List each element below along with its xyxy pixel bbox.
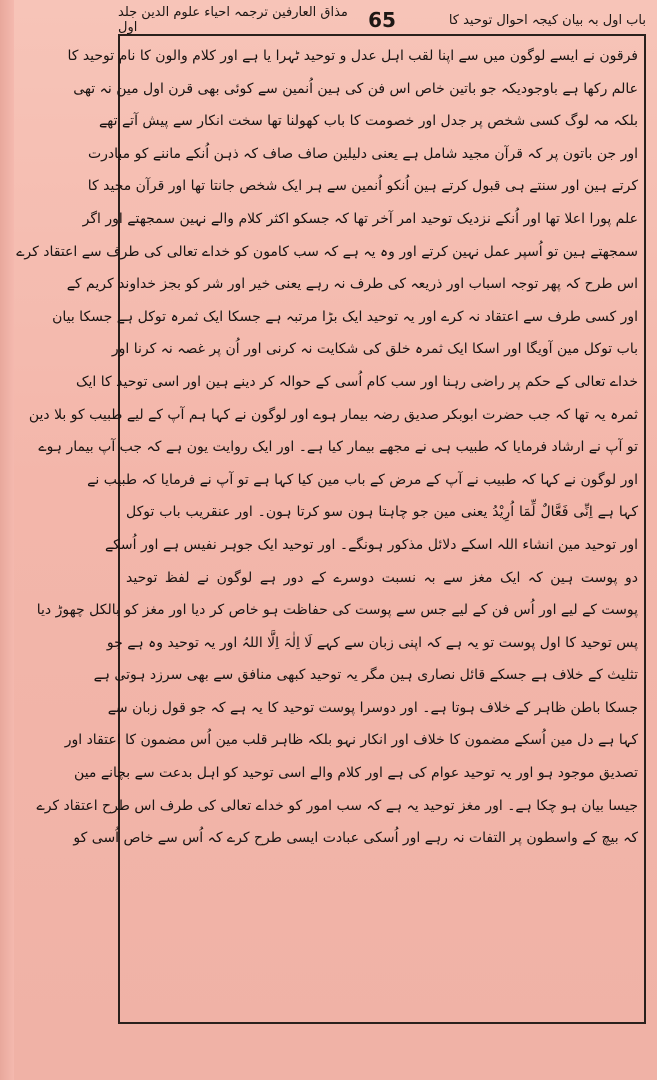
page-number: 65 <box>368 8 396 32</box>
text-frame <box>16 34 646 1024</box>
text-line: عالم رکھا ہے باوجودیکہ جو باتین خاص اس فن کی ہین اُنمین سے کوئی بھی قرن اول مین نہ تھی <box>73 80 638 97</box>
text-line: ثمرہ یہ تھا کہ جب حضرت ابوبکر صدیق رضہ بیمار ہوے اور لوگون نے کہا ہم آپ کے لیے طبیب کو بلا دین <box>28 406 638 423</box>
text-line: کہ بیچ کے واسطون پر التفات نہ رہے اور اُسکی عبادت ایسی طرح کرے کہ اُس سے خاص اُسی کو <box>73 830 638 847</box>
header-chapter-title: باب اول بہ بیان کیجہ احوال توحید کا <box>448 12 646 28</box>
text-line: اور کسی طرف سے اعتقاد نہ کرے اور یہ توحید ایک بڑا مرتبہ ہے جسکا ایک ثمرہ توکل ہے جسکا بیان <box>52 308 638 325</box>
text-line: پوست کے لیے اور اُس فن کے لیے جس سے پوست کی حفاظت ہو خاص کر دیا اور مغز کو بالکل چھوڑ دیا <box>36 602 638 619</box>
page-spine-shadow <box>0 0 14 1080</box>
text-line: پس توحید کا اول پوست تو یہ ہے کہ اپنی زبان سے کہے لَا اِلٰہَ اِلَّا اللہُ اور یہ توحید وہ ہے جو <box>106 634 638 651</box>
text-line: اور لوگون نے کہا کہ طبیب نے آپ کے مرض کے باب مین کیا کہا ہے تو آپ نے فرمایا کہ طبیب نے <box>87 471 638 488</box>
text-line: اس طرح کہ پھر توجہ اسباب اور ذریعہ کی طرف نہ رہے یعنی خیر اور شر کو بجز خداوند کریم کے <box>66 276 638 293</box>
text-line: جیسا بیان ہو چکا ہے۔ اور مغز توحید یہ ہے کہ سب امور کو خداے تعالی کی طرف اس طرح اعتقاد کرے <box>36 797 638 814</box>
header-book-title: مذاق العارفین ترجمہ احیاء علوم الدین جلد اول <box>118 5 348 35</box>
text-line: دو پوست ہین کہ ایک مغز سے بہ نسبت دوسرے کے دور ہے لوگون نے لفظ توحید <box>126 569 638 586</box>
text-line: علم پورا اعلا تھا اور اُنکے نزدیک توحید امر آخر تھا کہ جسکو اکثر کلام والے نہین سمجھتے اور اگر <box>82 210 638 227</box>
text-line: فرقون نے ایسے لوگون میں سے اپنا لقب اہل عدل و توحید ٹہرا یا ہے اور کلام والون کا نام توحید کا <box>67 48 638 64</box>
text-line: کرتے ہین اور سنتے ہی قبول کرتے ہین اُنکو اُنمین سے ہر ایک شخص جانتا تھا اور قرآن مجید کا <box>87 178 638 195</box>
body-text <box>16 40 638 1020</box>
text-line: جسکا باطن ظاہر کے خلاف ہوتا ہے۔ اور دوسرا پوست توحید کا یہ ہے کہ جو قول زبان سے <box>107 699 638 716</box>
page-content-area <box>16 5 646 1018</box>
text-line: کہا ہے اِنِّی فَعَّالٌ لِّمَا اُرِیْدُ یعنی مین جو چاہتا ہون سو کرتا ہون۔ اور عنقریب باب توکل <box>126 504 638 521</box>
text-line: کہا ہے دل مین اُسکے مضمون کا خلاف اور انکار نہو بلکہ ظاہر قلب مین اُس مضمون کا اعتقاد اور <box>64 732 638 749</box>
text-line: تثلیث کے خلاف ہے جسکے قائل نصاری ہین مگر یہ توحید کبھی منافق سے بھی سرزد ہوتی ہے <box>93 667 638 684</box>
text-line: باب توکل مین آویگا اور اسکا ایک ثمرہ خلق کی شکایت نہ کرنی اور اُن پر غصہ نہ کرنا اور <box>111 341 638 358</box>
text-line: تصدیق موجود ہو اور یہ توحید عوام کی ہے اور کلام والے اسی توحید کو اہل بدعت سے بچانے مین <box>74 765 638 782</box>
text-line: بلکہ مہ لوگ کسی شخص پر جدل اور خصومت کا باب کھولنا تھا سخت انکار سے پیش آتے تھے <box>98 113 638 130</box>
text-line: اور جن باتون پر کہ قرآن مجید شامل ہے یعنی دلیلین صاف صاف کہ ذہن اُنکے ماننے کو مبادرت <box>87 145 638 162</box>
text-line: سمجھتے ہین تو اُسپر عمل نہین کرتے اور وہ یہ ہے کہ سب کامون کو خداے تعالی کی طرف سے اعتقاد کرے <box>16 243 638 260</box>
text-line: تو آپ نے ارشاد فرمایا کہ طبیب ہی نے مجھے بیمار کیا ہے۔ اور ایک روایت یون ہے کہ جب آپ بیمار ہوے <box>38 439 638 456</box>
running-header <box>118 5 646 35</box>
text-line: اور توحید مین انشاء اللہ اسکے دلائل مذکور ہونگے۔ اور توحید ایک جوہر نفیس ہے اور اُسکے <box>104 536 638 553</box>
text-line: خداے تعالی کے حکم پر راضی رہنا اور سب کام اُسی کے حوالہ کر دینے ہین اور اسی توحید کا ایک <box>75 373 638 390</box>
